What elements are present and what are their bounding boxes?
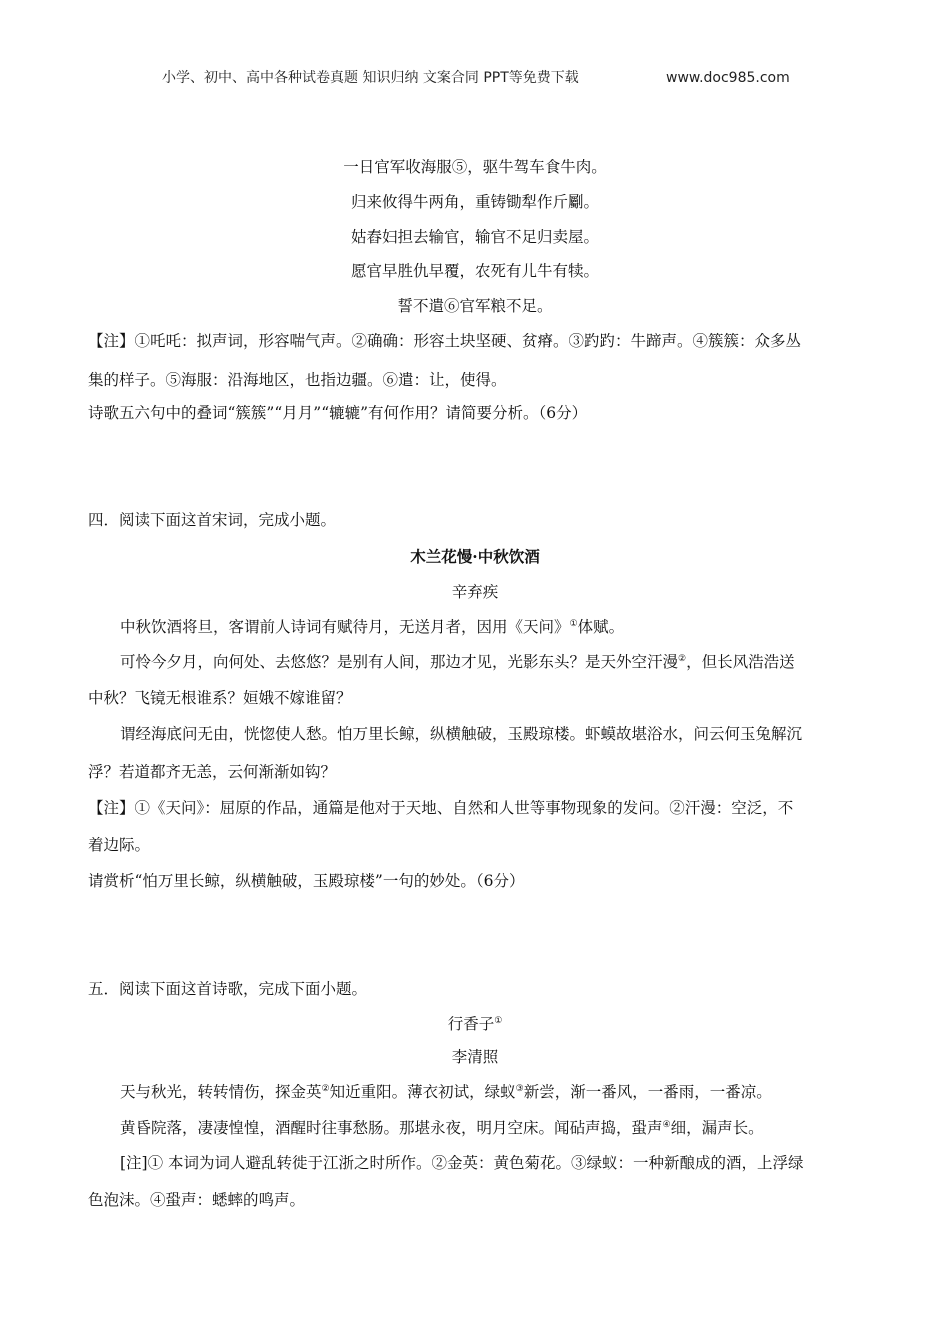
poem-title xyxy=(0,1014,950,1034)
note-text: 集的样子。⑤海服：沿海地区，也指边疆。⑥遣：让，使得。 xyxy=(88,371,507,389)
text: 知近重阳。薄衣初试，绿蚁 xyxy=(329,1083,516,1101)
text: ，但长风浩浩送 xyxy=(686,653,795,671)
text: 可怜今夕月，向何处、去悠悠？是别有人间，那边才见，光影东头？是天外空汗漫 xyxy=(120,653,679,671)
section-intro: 四．阅读下面这首宋词，完成小题。 xyxy=(88,511,337,529)
note-text: 色泡沫。④蛩声：蟋蟀的鸣声。 xyxy=(88,1191,306,1209)
poem-paragraph: 中秋？飞镜无根谁系？姮娥不嫁谁留？ xyxy=(88,689,352,707)
text: 天与秋光，转转情伤，探金英 xyxy=(120,1083,322,1101)
footnote-mark: ① xyxy=(494,1016,503,1026)
poem-author: 辛弃疾 xyxy=(451,583,499,601)
footnote-mark: ② xyxy=(678,654,687,664)
poem-line: 愿官早胜仇早覆，农死有儿牛有犊。 xyxy=(350,262,599,280)
header-site-link[interactable]: www.doc985.com xyxy=(666,70,790,86)
text: 细，漏声长。 xyxy=(670,1119,764,1137)
poem-line: 一日官军收海服⑤，驱牛驾车食牛肉。 xyxy=(343,158,607,176)
question-text: 请赏析“怕万里长鲸，纵横触破，玉殿琼楼”一句的妙处。（6分） xyxy=(88,872,525,890)
poem-paragraph: 浮？若道都齐无恙，云何渐渐如钩？ xyxy=(88,763,337,781)
poem-paragraph: 谓经海底问无由，恍惚使人愁。怕万里长鲸，纵横触破，玉殿琼楼。虾蟆故堪浴水，问云何玉兔解沉 xyxy=(120,725,803,743)
footnote-mark: ① xyxy=(569,619,578,629)
header-text: 小学、初中、高中各种试卷真题 知识归纳 文案合同 PPT等免费下载 xyxy=(162,70,579,86)
footnote-mark: ④ xyxy=(662,1120,671,1130)
poem-title: 木兰花慢·中秋饮酒 xyxy=(410,547,540,566)
poem-line: 誓不遣⑥官军粮不足。 xyxy=(397,297,553,315)
poem-paragraph xyxy=(120,1118,764,1138)
poem-paragraph xyxy=(120,1082,772,1102)
footnote-mark: ② xyxy=(321,1084,330,1094)
note-text: 【注】①吒吒：拟声词，形容喘气声。②确确：形容土块坚硬、贫瘠。③趵趵：牛蹄声。④簇簇：众多丛 xyxy=(88,332,802,350)
note-text: 着边际。 xyxy=(88,836,151,854)
text: 行香子 xyxy=(447,1015,495,1033)
poem-line: 归来攸得牛两角，重铸锄犁作斤劚。 xyxy=(350,193,599,211)
footnote-mark: ③ xyxy=(515,1084,524,1094)
text: 体赋。 xyxy=(577,618,625,636)
text: 新尝，渐一番风，一番雨，一番凉。 xyxy=(523,1083,772,1101)
poem-author: 李清照 xyxy=(451,1048,499,1066)
poem-paragraph xyxy=(120,652,795,672)
poem-line: 姑舂妇担去输官，输官不足归卖屋。 xyxy=(350,228,599,246)
note-text: [注]① 本词为词人避乱转徙于江浙之时所作。②金英：黄色菊花。③绿蚁：一种新酿成的酒，上浮绿 xyxy=(120,1154,804,1172)
preface-text xyxy=(120,617,624,637)
question-text: 诗歌五六句中的叠词“簇簇”“月月”“辘辘”有何作用？请简要分析。（6分） xyxy=(88,404,588,422)
note-text: 【注】①《天问》：屈原的作品，通篇是他对于天地、自然和人世等事物现象的发问。②汗漫：空泛，不 xyxy=(88,799,794,817)
text: 黄昏院落，凄凄惶惶，酒醒时往事愁肠。那堪永夜，明月空床。闻砧声捣，蛩声 xyxy=(120,1119,663,1137)
section-intro: 五．阅读下面这首诗歌，完成下面小题。 xyxy=(88,980,368,998)
text: 中秋饮酒将旦，客谓前人诗词有赋待月，无送月者，因用《天问》 xyxy=(120,618,570,636)
